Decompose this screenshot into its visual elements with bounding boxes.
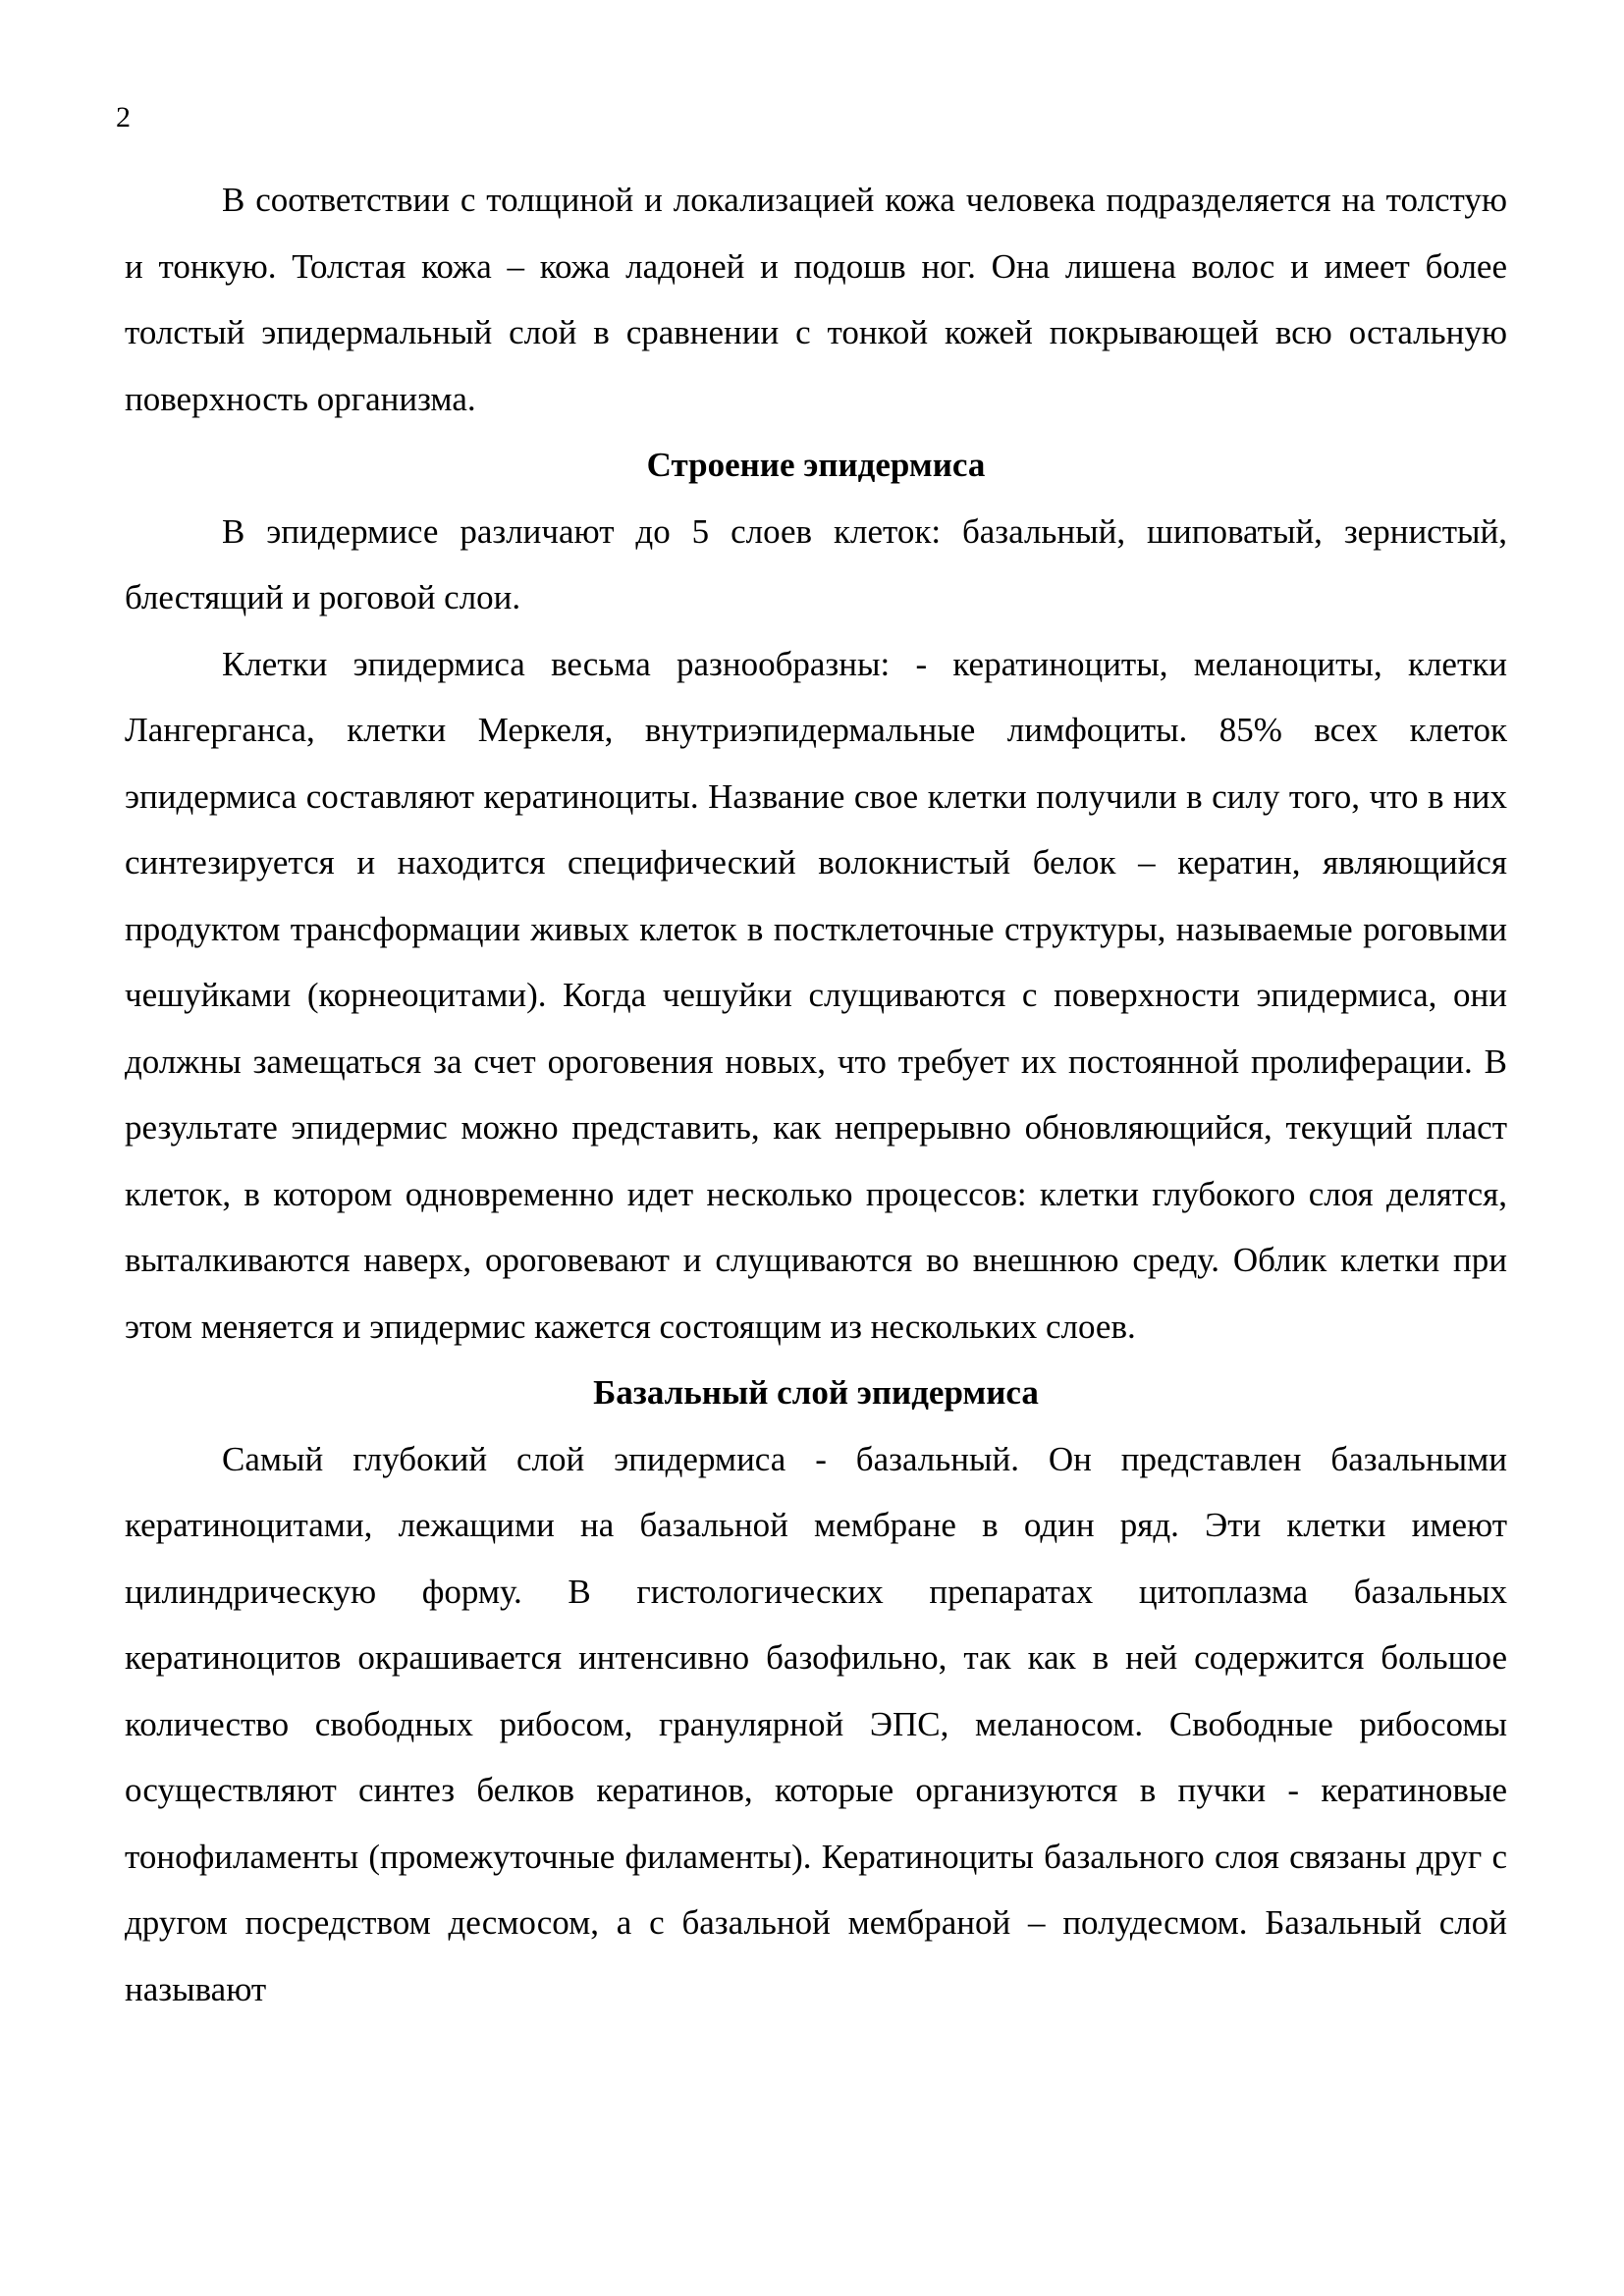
paragraph-epidermis-layers: В эпидермисе различают до 5 слоев клеток: базальный, шиповатый, зернистый, блестящий и роговой слои. bbox=[125, 511, 1507, 616]
document-body bbox=[125, 167, 1507, 2022]
heading-epidermis-structure: Строение эпидермиса bbox=[646, 446, 986, 484]
heading-basal-layer: Базальный слой эпидермиса bbox=[593, 1373, 1039, 1412]
paragraph-basal-layer: Самый глубокий слой эпидермиса - базальный. Он представлен базальными кератиноцитами, лежащими на базальной мембране в один ряд. Эти клетки имеют цилиндрическую форму. В гистологических препаратах цитоплазма базальных кератиноцитов окрашивается интенсивно базофильно, так как в ней содержится большое количество свободных рибосом, гранулярной ЭПС, меланосом. Свободные рибосомы осуществляют синтез белков кератинов, которые организуются в пучки - кератиновые тонофиламенты (промежуточные филаменты). Кератиноциты базального слоя связаны друг с другом посредством десмосом, а с базальной мембраной – полудесмом. Базальный слой называют bbox=[125, 1439, 1507, 2008]
paragraph-skin-types: В соответствии с толщиной и локализацией кожа человека подразделяется на толстую и тонкую. Толстая кожа – кожа ладоней и подошв ног. Она лишена волос и имеет более толстый эпидермальный слой в сравнении с тонкой кожей покрывающей всю остальную поверхность организма. bbox=[125, 181, 1507, 418]
paragraph-epidermis-cells: Клетки эпидермиса весьма разнообразны: - кератиноциты, меланоциты, клетки Лангерганса, клетки Меркеля, внутриэпидермальные лимфоциты. 85% всех клеток эпидермиса составляют кератиноциты. Название свое клетки получили в силу того, что в них синтезируется и находится специфический волокнистый белок – кератин, являющийся продуктом трансформации живых клеток в постклеточные структуры, называемые роговыми чешуйками (корнеоцитами). Когда чешуйки слущиваются с поверхности эпидермиса, они должны замещаться за счет ороговения новых, что требует их постоянной пролиферации. В результате эпидермис можно представить, как непрерывно обновляющийся, текущий пласт клеток, в котором одновременно идет несколько процессов: клетки глубокого слоя делятся, выталкиваются наверх, ороговевают и слущиваются во внешнюю среду. Облик клетки при этом меняется и эпидермис кажется состоящим из нескольких слоев. bbox=[125, 644, 1507, 1346]
page-number: 2 bbox=[116, 101, 131, 133]
